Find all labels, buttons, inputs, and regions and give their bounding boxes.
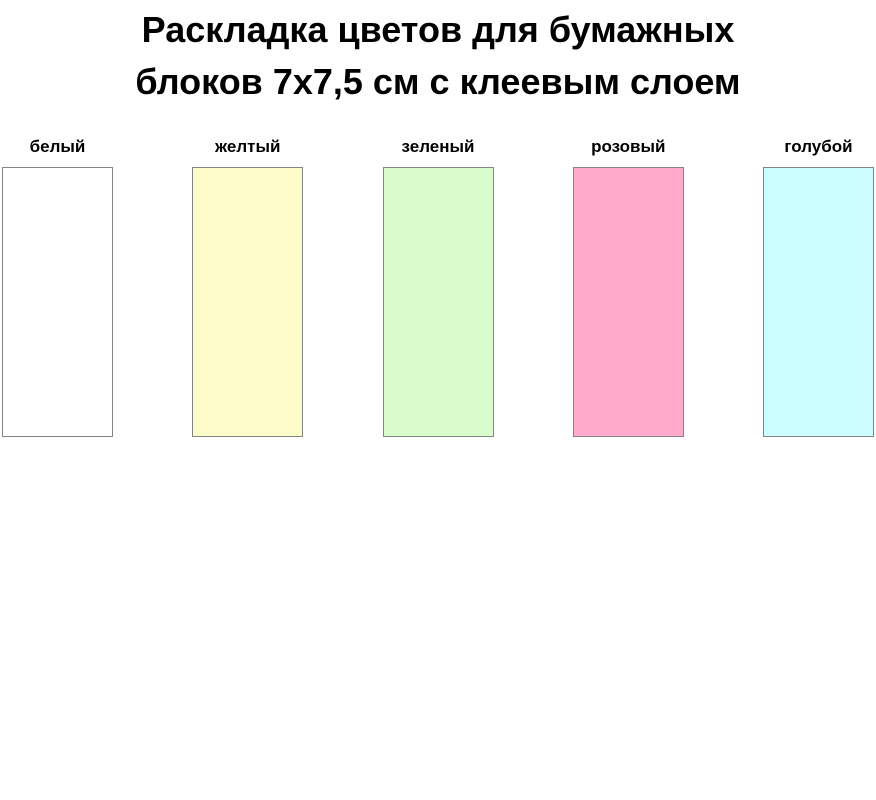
swatch-label-blue: голубой <box>784 137 853 156</box>
swatch-label-white: белый <box>29 137 86 156</box>
page-title-line-1: Раскладка цветов для бумажных <box>141 9 735 50</box>
swatch-label-yellow: желтый <box>215 137 281 156</box>
swatch-column-white <box>2 137 113 437</box>
swatch-column-green <box>383 137 494 437</box>
swatch-box-blue <box>763 167 874 437</box>
page-title <box>0 0 876 108</box>
swatch-label-pink: розовый <box>591 137 666 156</box>
swatch-column-pink <box>573 137 684 437</box>
swatch-box-white <box>2 167 113 437</box>
page-title-line-2: блоков 7х7,5 см с клеевым слоем <box>135 61 741 102</box>
swatch-box-green <box>383 167 494 437</box>
swatch-box-pink <box>573 167 684 437</box>
swatch-label-green: зеленый <box>401 137 475 156</box>
swatch-row <box>0 137 876 437</box>
swatch-column-blue <box>763 137 874 437</box>
swatch-column-yellow <box>192 137 303 437</box>
swatch-box-yellow <box>192 167 303 437</box>
